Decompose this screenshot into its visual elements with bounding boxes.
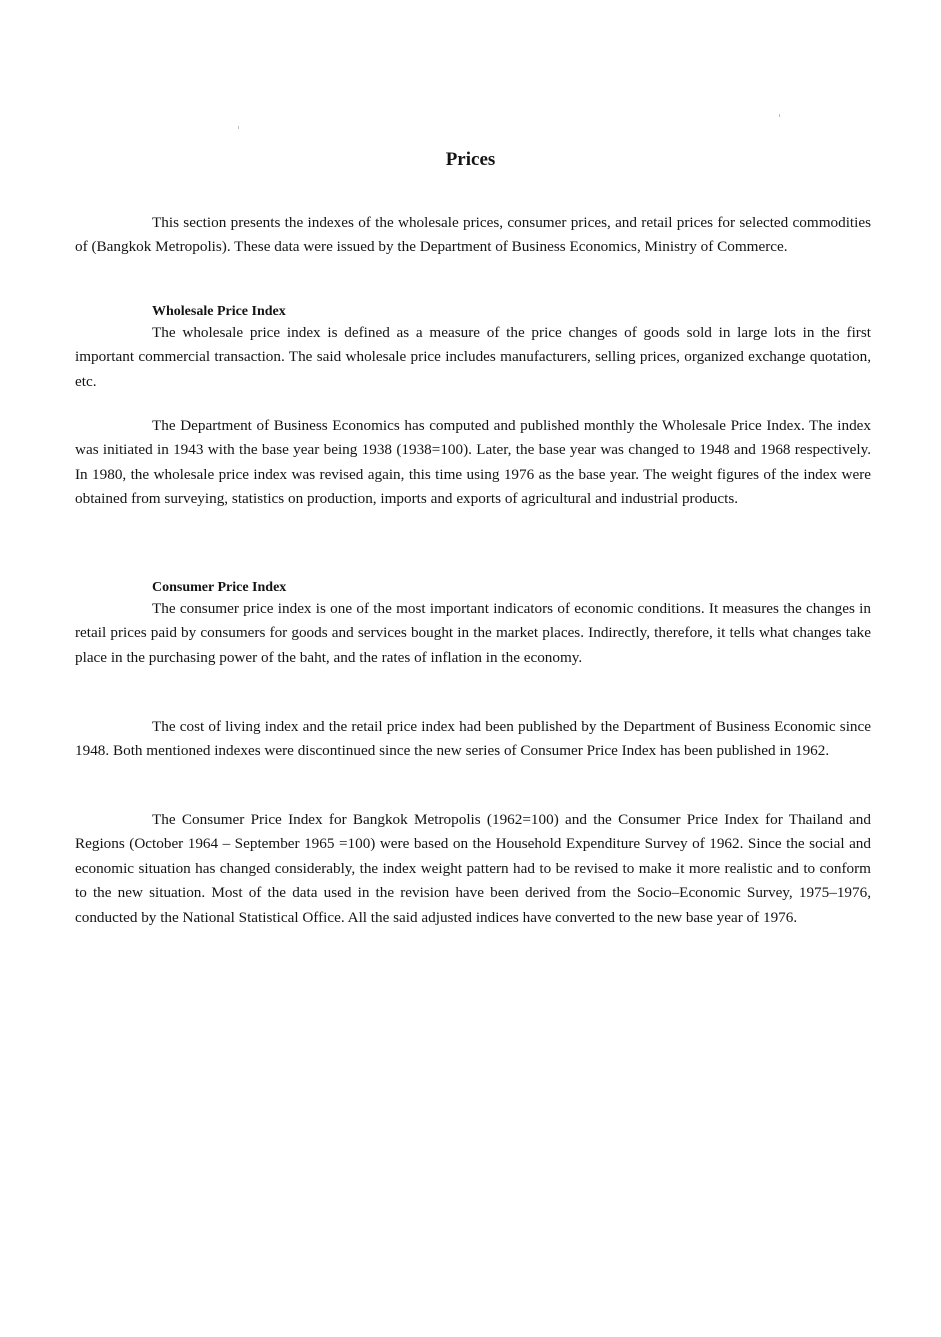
wholesale-heading: Wholesale Price Index xyxy=(152,304,286,319)
wholesale-paragraph-2: The Department of Business Economics has computed and published monthly the Wholesale Price Index. The index was initiated in 1943 with the base year being 1938 (1938=100). Later, the base year was changed to 1948 and 1968 respectively. In 1980, the wholesale price index was revised again, this time using 1976 as the base year. The weight figures of the index were obtained from surveying, statistics on production, imports and exports of agricultural and industrial products. xyxy=(75,417,871,508)
consumer-paragraph-1: The consumer price index is one of the most important indicators of economic conditions. It measures the changes in retail prices paid by consumers for goods and services bought in the market places. Indirectly, therefore, it tells what changes take place in the purchasing power of the baht, and the rates of inflation in the economy. xyxy=(75,600,871,666)
consumer-heading: Consumer Price Index xyxy=(152,580,287,595)
page-title: Prices xyxy=(445,149,496,170)
intro-paragraph: This section presents the indexes of the wholesale prices, consumer prices, and retail prices for selected commodities of (Bangkok Metropolis). These data were issued by the Department of Business Economics, Ministry of Commerce. xyxy=(75,214,871,256)
scan-speck xyxy=(238,126,239,129)
wholesale-paragraph-1: The wholesale price index is defined as a measure of the price changes of goods sold in large lots in the first important commercial transaction. The said wholesale price includes manufacturers, selling prices, organized exchange quotation, etc. xyxy=(75,324,871,390)
consumer-paragraph-3: The Consumer Price Index for Bangkok Metropolis (1962=100) and the Consumer Price Index for Thailand and Regions (October 1964 – September 1965 =100) were based on the Household Expenditure Survey of 1962. Since the social and economic situation has changed considerably, the index weight pattern had to be revised to make it more realistic and to conform to the new situation. Most of the data used in the revision have been derived from the Socio–Economic Survey, 1975–1976, conducted by the National Statistical Office. All the said adjusted indices have converted to the new base year of 1976. xyxy=(75,811,871,926)
consumer-paragraph-2: The cost of living index and the retail price index had been published by the Department of Business Economic since 1948. Both mentioned indexes were discontinued since the new series of Consumer Price Index has been published in 1962. xyxy=(75,718,871,760)
scan-speck xyxy=(779,114,780,117)
